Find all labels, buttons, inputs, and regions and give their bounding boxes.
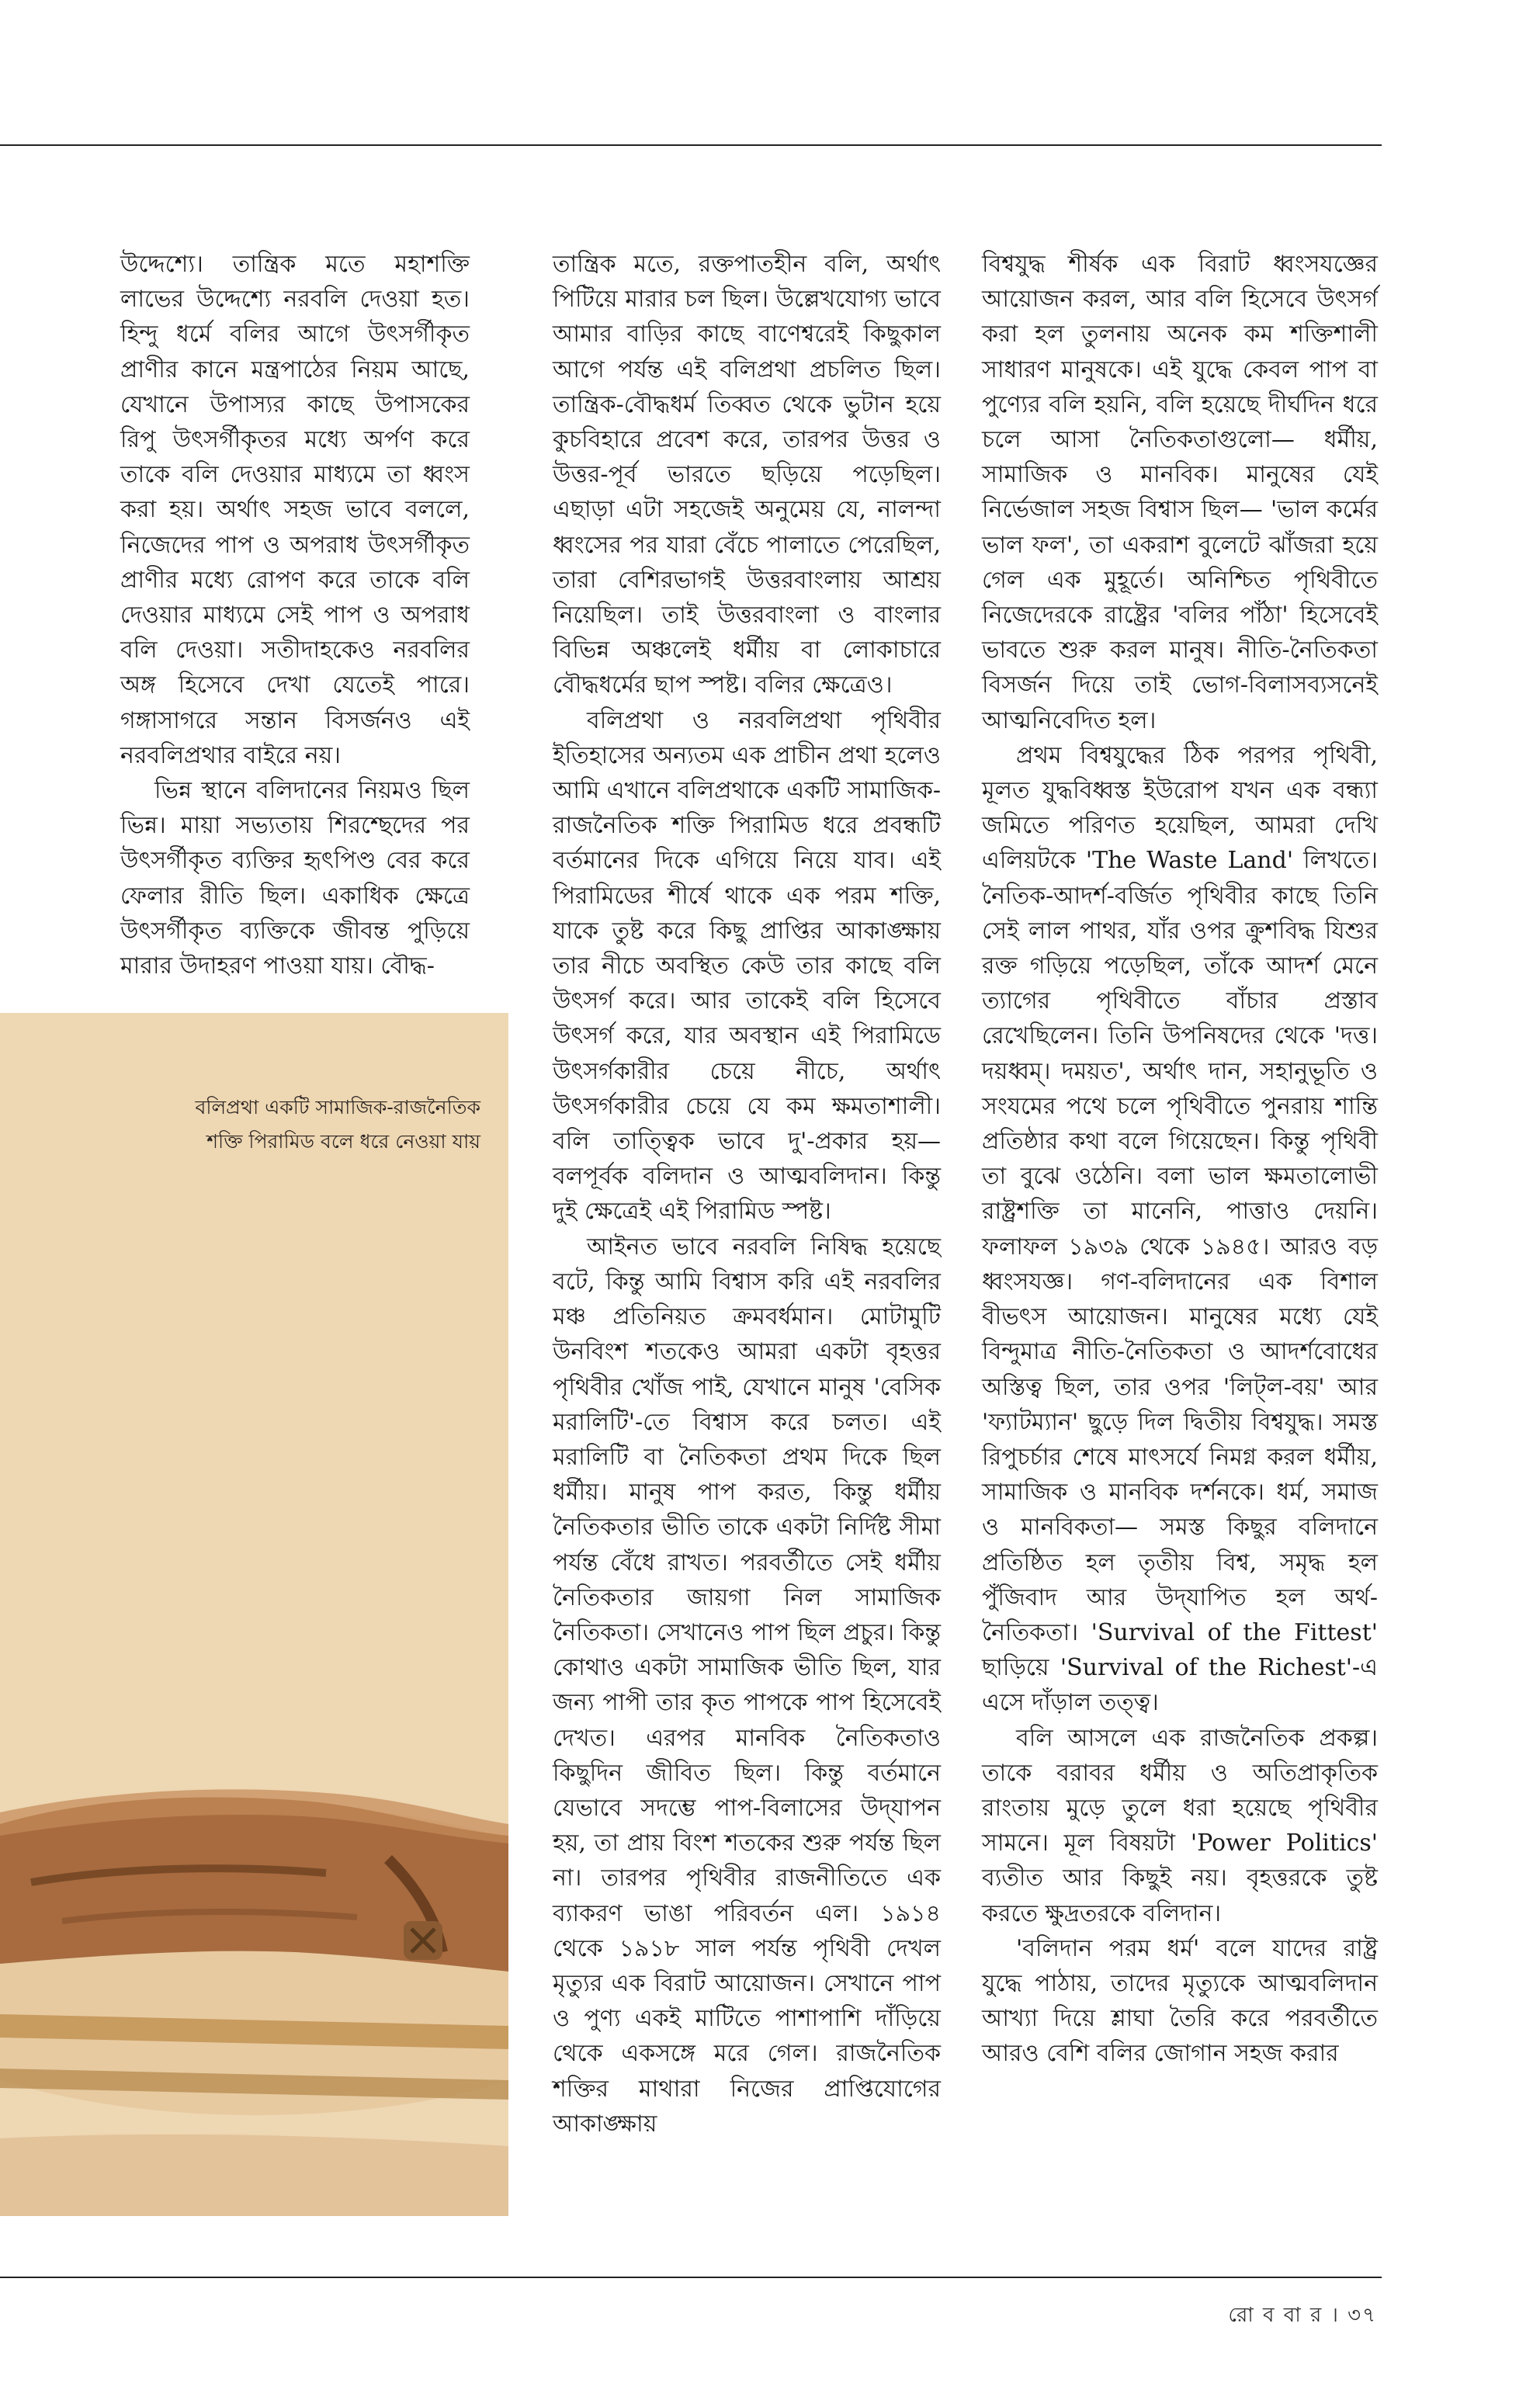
- caption-line: শক্তি পিরামিড বলে ধরে নেওয়া যায়: [206, 1130, 480, 1153]
- article-column-3: [982, 247, 1378, 2072]
- caption-line: বলিপ্রথা একটি সামাজিক-রাজনৈতিক: [195, 1096, 480, 1118]
- article-column-1: [120, 247, 470, 983]
- paragraph: উদ্দেশ্যে। তান্ত্রিক মতে মহাশক্তি লাভের উদ্দেশ্যে নরবলি দেওয়া হত। হিন্দু ধর্মে বলির আগে উৎসর্গীকৃত প্রাণীর কানে মন্ত্রপাঠের নিয়ম আছে, যেখানে উপাস্যর কাছে উপাসকের রিপু উৎসর্গীকৃতর মধ্যে অর্পণ করে তাকে বলি দেওয়ার মাধ্যমে তা ধ্বংস করা হয়। অর্থাৎ সহজ ভাবে বললে, নিজেদের পাপ ও অপরাধ উৎসর্গীকৃত প্রাণীর মধ্যে রোপণ করে তাকে বলি দেওয়ার মাধ্যমে সেই পাপ ও অপরাধ বলি দেওয়া। সতীদাহকেও নরবলির অঙ্গ হিসেবে দেখা যেতেই পারে। গঙ্গাসাগরে সন্তান বিসর্জনও এই নরবলিপ্রথার বাইরে নয়।: [120, 251, 470, 769]
- top-rule: [0, 144, 1382, 146]
- paragraph: আইনত ভাবে নরবলি নিষিদ্ধ হয়েছে বটে, কিন্তু আমি বিশ্বাস করি এই নরবলির মঞ্চ প্রতিনিয়ত ক্রমবর্ধমান। মোটামুটি উনবিংশ শতকেও আমরা একটা বৃহত্তর পৃথিবীর খোঁজ পাই, যেখানে মানুষ 'বেসিক মরালিটি'-তে বিশ্বাস করে চলত। এই মরালিটি বা নৈতিকতা প্রথম দিকে ছিল ধর্মীয়। মানুষ পাপ করত, কিন্তু ধর্মীয় নৈতিকতার ভীতি তাকে একটা নির্দিষ্ট সীমা পর্যন্ত বেঁধে রাখত। পরবর্তীতে সেই ধর্মীয় নৈতিকতার জায়গা নিল সামাজিক নৈতিকতা। সেখানেও পাপ ছিল প্রচুর। কিন্তু কোথাও একটা সামাজিক ভীতি ছিল, যার জন্য পাপী তার কৃত পাপকে পাপ হিসেবেই দেখত। এরপর মানবিক নৈতিকতাও কিছুদিন জীবিত ছিল। কিন্তু বর্তমানে যেভাবে সদম্ভে পাপ-বিলাসের উদ্‌যাপন হয়, তা প্রায় বিংশ শতকের শুরু পর্যন্ত ছিল না। তারপর পৃথিবীর রাজনীতিতে এক ব্যাকরণ ভাঙা পরিবর্তন এল। ১৯১৪ থেকে ১৯১৮ সাল পর্যন্ত পৃথিবী দেখল মৃত্যুর এক বিরাট আয়োজন। সেখানে পাপ ও পুণ্য একই মাটিতে পাশাপাশি দাঁড়িয়ে থেকে একসঙ্গে মরে গেল। রাজনৈতিক শক্তির মাথারা নিজের প্রাপ্তিযোগের আকাঙ্ক্ষায়: [553, 1233, 941, 2138]
- bottom-rule: [0, 2277, 1382, 2278]
- paragraph: 'বলিদান পরম ধর্ম' বলে যাদের রাষ্ট্র যুদ্ধে পাঠায়, তাদের মৃত্যুকে আত্মবলিদান আখ্যা দিয়ে শ্লাঘা তৈরি করে পরবর্তীতে আরও বেশি বলির জোগান সহজ করার: [982, 1934, 1378, 2068]
- sacrifice-illustration: [0, 1013, 508, 2216]
- paragraph: ভিন্ন স্থানে বলিদানের নিয়মও ছিল ভিন্ন। মায়া সভ্যতায় শিরশ্ছেদের পর উৎসর্গীকৃত ব্যক্তির হৃৎপিণ্ড বের করে ফেলার রীতি ছিল। একাধিক ক্ষেত্রে উৎসর্গীকৃত ব্যক্তিকে জীবন্ত পুড়িয়ে মারার উদাহরণ পাওয়া যায়। বৌদ্ধ-: [120, 777, 470, 980]
- figure-caption: [154, 1091, 480, 1159]
- paragraph: প্রথম বিশ্বযুদ্ধের ঠিক পরপর পৃথিবী, মূলত যুদ্ধবিধ্বস্ত ইউরোপ যখন এক বন্ধ্যা জমিতে পরিণত হয়েছিল, আমরা দেখি এলিয়টকে 'The Waste Land' লিখতে। নৈতিক-আদর্শ-বর্জিত পৃথিবীর কাছে তিনি সেই লাল পাথর, যাঁর ওপর ক্রুশবিদ্ধ যিশুর রক্ত গড়িয়ে পড়েছিল, তাঁকে আদর্শ মেনে ত্যাগের পৃথিবীতে বাঁচার প্রস্তাব রেখেছিলেন। তিনি উপনিষদের থেকে 'দত্ত। দয়ধ্বম্‌। দময়ত', অর্থাৎ দান, সহানুভূতি ও সংযমের পথে চলে পৃথিবীতে পুনরায় শান্তি প্রতিষ্ঠার কথা বলে গিয়েছেন। কিন্তু পৃথিবী তা বুঝে ওঠেনি। বলা ভাল ক্ষমতালোভী রাষ্ট্রশক্তি তা মানেনি, পাত্তাও দেয়নি। ফলাফল ১৯৩৯ থেকে ১৯৪৫। আরও বড় ধ্বংসযজ্ঞ। গণ-বলিদানের এক বিশাল বীভৎস আয়োজন। মানুষের মধ্যে যেই বিন্দুমাত্র নীতি-নৈতিকতা ও আদর্শবোধের অস্তিত্ব ছিল, তার ওপর 'লিট্‌ল-বয়' আর 'ফ্যাটম্যান' ছুড়ে দিল দ্বিতীয় বিশ্বযুদ্ধ। সমস্ত রিপুচর্চার শেষে মাৎসর্যে নিমগ্ন করল ধর্মীয়, সামাজিক ও মানবিক দর্শনকে। ধর্ম, সমাজ ও মানবিকতা— সমস্ত কিছুর বলিদানে প্রতিষ্ঠিত হল তৃতীয় বিশ্ব, সমৃদ্ধ হল পুঁজিবাদ আর উদ্‌যাপিত হল অর্থ-নৈতিকতা। 'Survival of the Fittest' ছাড়িয়ে 'Survival of the Richest'-এ এসে দাঁড়াল তত্ত্ব।: [982, 741, 1378, 1717]
- paragraph: বিশ্বযুদ্ধ শীর্ষক এক বিরাট ধ্বংসযজ্ঞের আয়োজন করল, আর বলি হিসেবে উৎসর্গ করা হল তুলনায় অনেক কম শক্তিশালী সাধারণ মানুষকে। এই যুদ্ধে কেবল পাপ বা পুণ্যের বলি হয়নি, বলি হয়েছে দীর্ঘদিন ধরে চলে আসা নৈতিকতাগুলো— ধর্মীয়, সামাজিক ও মানবিক। মানুষের যেই নির্ভেজাল সহজ বিশ্বাস ছিল— 'ভাল কর্মের ভাল ফল', তা একরাশ বুলেটে ঝাঁজরা হয়ে গেল এক মুহূর্তে। অনিশ্চিত পৃথিবীতে নিজেদেরকে রাষ্ট্রের 'বলির পাঁঠা' হিসেবেই ভাবতে শুরু করল মানুষ। নীতি-নৈতিকতা বিসর্জন দিয়ে তাই ভোগ-বিলাসব্যসনেই আত্মনিবেদিত হল।: [982, 251, 1378, 734]
- illustration-panel: [0, 1013, 508, 2216]
- paragraph: বলি আসলে এক রাজনৈতিক প্রকল্প। তাকে বরাবর ধর্মীয় ও অতিপ্রাকৃতিক রাংতায় মুড়ে তুলে ধরা হয়েছে পৃথিবীর সামনে। মূল বিষয়টা 'Power Politics' ব্যতীত আর কিছুই নয়। বৃহত্তরকে তুষ্ট করতে ক্ষুদ্রতরকে বলিদান।: [982, 1724, 1378, 1927]
- paragraph: তান্ত্রিক মতে, রক্তপাতহীন বলি, অর্থাৎ পিটিয়ে মারার চল ছিল। উল্লেখযোগ্য ভাবে আমার বাড়ির কাছে বাণেশ্বরেই কিছুকাল আগে পর্যন্ত এই বলিপ্রথা প্রচলিত ছিল। তান্ত্রিক-বৌদ্ধধর্ম তিব্বত থেকে ভুটান হয়ে কুচবিহারে প্রবেশ করে, তারপর উত্তর ও উত্তর-পূর্ব ভারতে ছড়িয়ে পড়েছিল। এছাড়া এটা সহজেই অনুমেয় যে, নালন্দা ধ্বংসের পর যারা বেঁচে পালাতে পেরেছিল, তারা বেশিরভাগই উত্তরবাংলায় আশ্রয় নিয়েছিল। তাই উত্তরবাংলা ও বাংলার বিভিন্ন অঞ্চলেই ধর্মীয় বা লোকাচারে বৌদ্ধধর্মের ছাপ স্পষ্ট। বলির ক্ষেত্রেও।: [553, 251, 941, 699]
- page-folio: রো ব বা র । ৩৭: [1228, 2304, 1377, 2327]
- article-column-2: [553, 247, 941, 2142]
- paragraph: বলিপ্রথা ও নরবলিপ্রথা পৃথিবীর ইতিহাসের অন্যতম এক প্রাচীন প্রথা হলেও আমি এখানে বলিপ্রথাকে একটি সামাজিক-রাজনৈতিক শক্তি পিরামিড ধরে প্রবন্ধটি বর্তমানের দিকে এগিয়ে নিয়ে যাব। এই পিরামিডের শীর্ষে থাকে এক পরম শক্তি, যাকে তুষ্ট করে কিছু প্রাপ্তির আকাঙ্ক্ষায় তার নীচে অবস্থিত কেউ তার কাছে বলি উৎসর্গ করে। আর তাকেই বলি হিসেবে উৎসর্গ করে, যার অবস্থান এই পিরামিডে উৎসর্গকারীর চেয়ে নীচে, অর্থাৎ উৎসর্গকারীর চেয়ে যে কম ক্ষমতাশালী। বলি তাত্ত্বিক ভাবে দু'-প্রকার হয়— বলপূর্বক বলিদান ও আত্মবলিদান। কিন্তু দুই ক্ষেত্রেই এই পিরামিড স্পষ্ট।: [553, 706, 941, 1226]
